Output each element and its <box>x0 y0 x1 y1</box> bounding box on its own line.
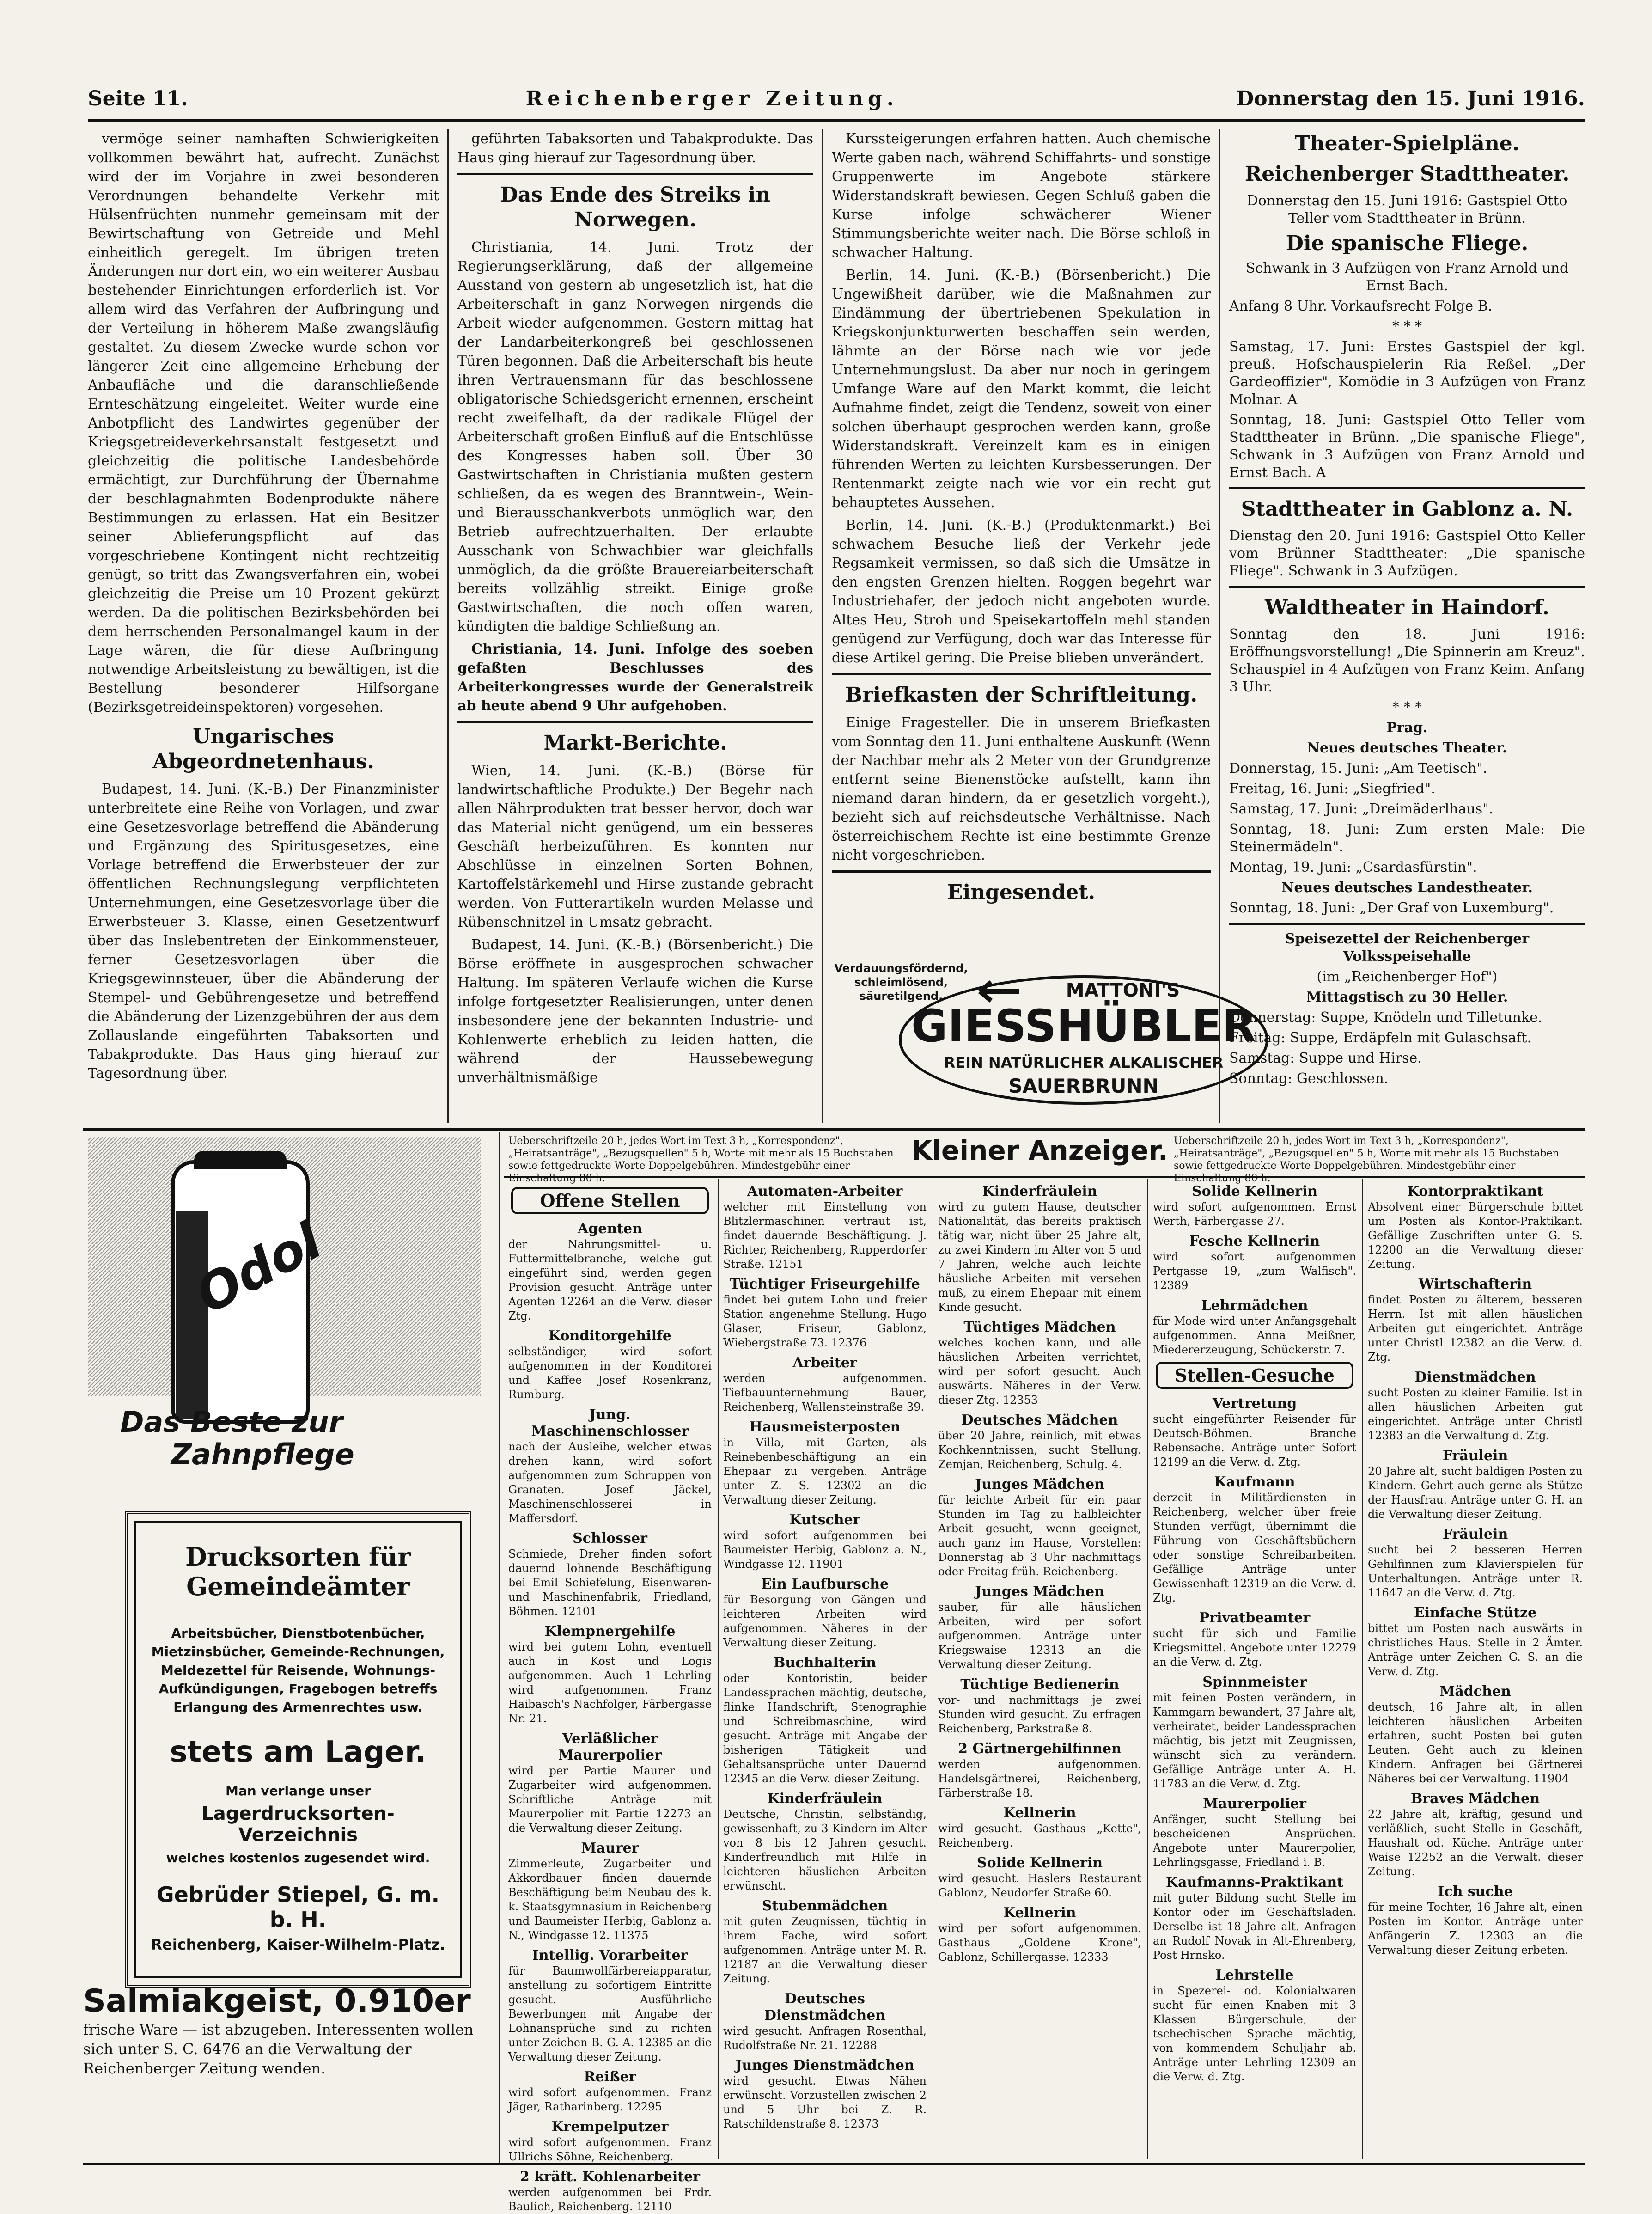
list-item: Klempnergehilfe wird bei gutem Lohn, eventuell auch in Kost und Logis aufgenommen. Auch 1 Lehrling wird aufgenommen. Franz Haibasch's Nachfolger, Färbergasse Nr. 21. <box>508 1623 712 1725</box>
article-paragraph: Christiania, 14. Juni. Infolge des soeben gefaßten Beschlusses des Arbeiterkongresses wurde der Generalstreik ab heute abend 9 Uhr aufgehoben. <box>457 641 813 714</box>
article-paragraph: Christiania, 14. Juni. Trotz der Regierungserklärung, daß der allgemeine Ausstand von gestern ab ungesetzlich ist, hat die Arbeiterschaft in ganz Norwegen nirgends die Arbeit wieder aufgenommen. Gestern mittag hat der Landarbeiterkongreß bei geschlossenen Türen begonnen. Daß die Arbeiterschaft bis heute ihren Vertrauensmann für das beschlossene obligatorische Schiedsgericht ernennen, erscheint recht zweifelhaft, da der radikale Flügel der Arbeiterschaft großen Einfluß auf die Entschlüsse des Kongresses haben soll. Über 30 Gastwirtschaften in Christiania mußten gestern schließen, da es wegen des Branntwein-, Wein- und Bierausschankverbots unmöglich war, den Betrieb aufrechtzuerhalten. Der erlaubte Ausschank von Schwachbier war gleichfalls unmöglich, da die größte Brauereiarbeiterschaft bereits vollzählig streikt. Einige große Gastwirtschaften, die noch offen waren, kündigten die baldige Schließung an. <box>457 239 813 635</box>
newspaper-title: Reichenberger Zeitung. <box>525 86 899 110</box>
theater-line: Anfang 8 Uhr. Vorkaufsrecht Folge B. <box>1229 298 1493 314</box>
list-item: 2 kräft. Kohlenarbeiter werden aufgenommen bei Frdr. Baulich, Reichenberg. 12110 <box>508 2169 712 2213</box>
odol-slogan-1: Das Beste zur <box>120 1405 343 1439</box>
list-item: Wirtschafterin findet Posten zu älterem, besseren Herrn. Ist mit allen häuslichen Arbeiten gut eingerichtet. Anträge unter Christl 12382 an die Verw. d. Ztg. <box>1368 1276 1583 1364</box>
article-heading: Briefkasten der Schriftleitung. <box>845 683 1198 707</box>
list-item: Jung. Maschinenschlosser nach der Ausleihe, welcher etwas drehen kann, wird sofort aufgenommen zum Schruppen von Granaten. Josef Jäckel, Maschinenschlosserei in Maffersdorf. <box>508 1407 712 1525</box>
list-item: Vertretung sucht eingeführter Reisender für Deutsch-Böhmen. Branche Rebensache. Anträge unter Sofort 12199 an die Verw. d. Ztg. <box>1153 1395 1356 1468</box>
column-divider <box>499 1132 500 2163</box>
list-item: Kaufmann derzeit in Militärdiensten in Reichenberg, welcher über freie Stunden verfügt, übernimmt die Führung von Geschäftsbüchern oder sonstige Schreibarbeiten. Gefällige Anträge unter Gewissenhaft 12319 an die Verw. d. Ztg. <box>1153 1474 1356 1604</box>
city-heading: Prag. <box>1386 720 1428 736</box>
section-rule <box>832 673 1211 675</box>
mattoni-slogan: Verdauungsfördernd, schleimlösend, säuretilgend. <box>834 962 968 1003</box>
list-item: Lehrstelle in Spezerei- od. Kolonialwaren sucht für einen Knaben mit 3 Klassen Bürgerschule, der tschechischen Sprache mächtig, von kommendem Schuljahr ab. Anträge unter Lehrling 12309 an die Verw. d. Ztg. <box>1153 1967 1356 2083</box>
list-item: Stubenmädchen mit guten Zeugnissen, tüchtig in ihrem Fache, wird sofort aufgenommen. Anträge unter M. R. 12187 an die Verwaltung dieser Zeitung. <box>723 1898 927 1985</box>
theater-line: Sonntag, 18. Juni: Zum ersten Male: Die Steinermädeln". <box>1229 821 1585 855</box>
bottle-shadow <box>176 1211 208 1419</box>
menu-item: Freitag: Suppe, Erdäpfeln mit Gulaschsaft. <box>1229 1030 1532 1046</box>
section-rule <box>1229 586 1585 588</box>
separator-stars: * * * <box>1392 318 1422 335</box>
column-1 <box>88 129 439 1123</box>
theater-line: Sonntag, 18. Juni: Gastspiel Otto Teller vom Stadttheater in Brünn. „Die spanische Fliege", Schwank in 3 Aufzügen von Franz Arnold und Ernst Bach. A <box>1229 412 1585 481</box>
list-item: Deutsches Mädchen über 20 Jahre, reinlich, mit etwas Kochkenntnissen, sucht Stellung. Zemjan, Reichenberg, Schulg. 4. <box>938 1412 1141 1471</box>
firm-address: Reichenberg, Kaiser-Wilhelm-Platz. <box>151 1936 445 1953</box>
menu-item: Samstag: Suppe und Hirse. <box>1229 1050 1422 1066</box>
list-item: Intellig. Vorarbeiter für Baumwollfärbereiapparatur, anstellung zu sofortigem Eintritte gesucht. Ausführliche Bewerbungen mit Angabe der Lohnansprüche sind zu richten unter Zeichen B. G. A. 12385 an die Verwaltung dieser Zeitung. <box>508 1947 712 2063</box>
theater-heading: Stadttheater in Gablonz a. N. <box>1241 497 1573 521</box>
theater-line: Donnerstag den 15. Juni 1916: Gastspiel Otto Teller vom Stadttheater in Brünn. <box>1247 193 1567 226</box>
column-divider <box>447 129 449 1123</box>
theater-line: Schwank in 3 Aufzügen von Franz Arnold und Ernst Bach. <box>1245 260 1569 294</box>
section-rule <box>1229 923 1585 925</box>
bottle-neck <box>194 1151 287 1169</box>
drucksorten-stock: stets am Lager. <box>170 1735 427 1769</box>
column-divider <box>1362 1179 1363 2159</box>
article-paragraph: Budapest, 14. Juni. (K.-B.) Der Finanzminister unterbreitete eine Reihe von Vorlagen, und zwar eine Gesetzesvorlage betreffend die Abänderung und Ergänzung des Spiritusgesetzes, eine Vorlage betreffend die Erwerbsteuer der zur öffentlichen Rechnungslegung verpflichteten Unternehmungen, eine Gesetzesvorlage über die Erwerbsteuer 3. Klasse, einen Gesetzentwurf über das Inslebentreten der Einkommensteuer, ferner Gesetzesvorlagen über die Kriegsgewinnsteuer, über die Abänderung der Stempel- und Gebührengesetze und betreffend die Abänderung der Lizenzgebühren der aus dem Zollauslande eingeführten Tabaksorten und Tabakprodukte. Das Haus ging hierauf zur Tagesordnung über. <box>88 781 439 1082</box>
list-item: Automaten-Arbeiter welcher mit Einstellung von Blitzlermaschinen vertraut ist, findet dauernde Beschäftigung. J. Richter, Reichenberg, Rupperdorfer Straße. 12151 <box>723 1183 927 1271</box>
menu-heading: Speisezettel der Reichenberger Volksspeisehalle <box>1285 931 1530 965</box>
section-rule <box>832 870 1211 873</box>
rates-note-right: Ueberschriftzeile 20 h, jedes Wort im Text 3 h, „Korrespondenz", „Heiratsanträge", „Bezugsquellen" 5 h, Worte mit mehr als 15 Buchstaben sowie fettgedruckte Worte Doppelgebühren. Mindestgebühr einer Einschaltung 80 h. <box>1174 1135 1559 1184</box>
theater-heading: Theater-Spielpläne. <box>1294 132 1520 155</box>
article-heading: Ungarisches Abgeordnetenhaus. <box>152 725 374 773</box>
offene-stellen-box: Offene Stellen <box>511 1187 709 1214</box>
theater-subheading: Reichenberger Stadttheater. <box>1244 162 1570 186</box>
article-paragraph: Berlin, 14. Juni. (K.-B.) (Produktenmarkt.) Bei schwachem Besuche ließ der Verkehr jede Regsamkeit vermissen, so daß sich die Umsätze in den engsten Grenzen hielten. Roggen begehrt war Industriehafer, der jedoch nicht angeboten wurde. Altes Heu, Stroh und Speisekartoffeln mehl standen genügend zur Verfügung, doch war das Interesse für diese Artikel gering. Die Preise blieben unverändert. <box>832 517 1211 666</box>
list-item: Deutsches Dienstmädchen wird gesucht. Anfragen Rosenthal, Rudolfstraße Nr. 21. 12288 <box>723 1991 927 2052</box>
odol-slogan-2: Zahnpflege <box>171 1437 354 1471</box>
ads-column-3 <box>938 1183 1141 2159</box>
list-item: Kutscher wird sofort aufgenommen bei Baumeister Herbig, Gablonz a. N., Windgasse 12. 11901 <box>723 1512 927 1571</box>
column-2 <box>457 129 813 1123</box>
article-paragraph: geführten Tabaksorten und Tabakprodukte. Das Haus ging hierauf zur Tagesordnung über. <box>457 131 813 166</box>
list-item: Buchhalterin oder Kontoristin, beider Landessprachen mächtig, deutsche, flinke Handschrift, Stenographie und Schreibmaschine, wird gesucht. Anträge mit Angabe der bisherigen Tätigkeit und Gehaltsansprüche unter Dauernd 12345 an die Verw. dieser Zeitung. <box>723 1655 927 1785</box>
list-item: Maurerpolier Anfänger, sucht Stellung bei bescheidenen Ansprüchen. Angebote unter Maurerpolier, Lehrlingsgasse, Friedland i. B. <box>1153 1796 1356 1869</box>
theater-line: Sonntag den 18. Juni 1916: Eröffnungsvorstellung! „Die Spinnerin am Kreuz". Schauspiel in 4 Aufzügen von Franz Keim. Anfang 3 Uhr. <box>1229 626 1585 695</box>
list-item: Solide Kellnerin wird gesucht. Haslers Restaurant Gablonz, Neudorfer Straße 60. <box>938 1855 1141 1899</box>
list-item: Agenten der Nahrungsmittel- u. Futtermittelbranche, welche gut eingeführt sind, werden gegen Provision gesucht. Anträge unter Agenten 12264 an die Verw. dieser Ztg. <box>508 1221 712 1322</box>
menu-item: Donnerstag: Suppe, Knödeln und Tilletunke. <box>1229 1009 1542 1026</box>
list-item: Tüchtige Bedienerin vor- und nachmittags je zwei Stunden wird gesucht. Zu erfragen Reichenberg, Parkstraße 8. <box>938 1676 1141 1735</box>
article-paragraph: Einige Fragesteller. Die in unserem Briefkasten vom Sonntag den 11. Juni enthaltene Auskunft (Wenn der Nachbar mehr als 2 Meter von der Grundgrenze entfernt seine Bienenstöcke aufstellt, kann ihn niemand daran hindern, da er gesetzlich vorgeht.), bezieht sich auf reichsdeutsche Verhältnisse. Nach österreichischem Rechte ist eine bestimmte Grenze nicht vorgeschrieben. <box>832 715 1211 863</box>
drucksorten-verlange: Man verlange unser <box>225 1783 371 1798</box>
list-item: Schlosser Schmiede, Dreher finden sofort dauernd lohnende Beschäftigung bei Emil Schiefelung, Eisenwaren- und Maschinenfabrik, Friedland, Böhmen. 12101 <box>508 1530 712 1618</box>
list-item: Tüchtiges Mädchen welches kochen kann, und alle häuslichen Arbeiten verrichtet, wird per sofort gesucht. Auch auswärts. Näheres in der Verw. dieser Ztg. 12353 <box>938 1319 1141 1407</box>
menu-price: Mittagstisch zu 30 Heller. <box>1306 989 1508 1005</box>
list-item: Fräulein 20 Jahre alt, sucht baldigen Posten zu Kindern. Gehrt auch gerne als Stütze der Hausfrau. Anträge unter G. H. an die Verwaltung dieser Zeitung. <box>1368 1448 1583 1521</box>
list-item: Junges Mädchen sauber, für alle häuslichen Arbeiten, wird per sofort aufgenommen. Anträge unter Kriegswaise 12313 an die Verwaltung dieser Zeitung. <box>938 1584 1141 1671</box>
list-item: Solide Kellnerin wird sofort aufgenommen. Ernst Werth, Färbergasse 27. <box>1153 1183 1356 1228</box>
article-paragraph: Budapest, 14. Juni. (K.-B.) (Börsenbericht.) Die Börse eröffnete in ausgesprochen schwacher Haltung. Im späteren Verlaufe wichen die Kurse infolge fortgesetzter Realisierungen, unter denen insbesondere jene der bekannten Industrie- und Kohlenwerte erheblich zu leiden hatten, die während der Haussebewegung unverhältnismäßige <box>457 937 813 1086</box>
drucksorten-verzeichnis: Lagerdrucksorten-Verzeichnis <box>201 1803 395 1846</box>
list-item: Kellnerin wird per sofort aufgenommen. Gasthaus „Goldene Krone", Gablonz, Schillergasse. 12333 <box>938 1905 1141 1963</box>
stellen-gesuche-box: Stellen-Gesuche <box>1156 1362 1353 1389</box>
page-number: Seite 11. <box>88 86 188 110</box>
list-item: Mädchen deutsch, 16 Jahre alt, in allen leichteren häuslichen Arbeiten erfahren, sucht Posten bei guten Leuten. Geht auch zu kleinen Kindern. Anfragen bei Gärtnerei Näheres bei der Verwaltung. 11904 <box>1368 1683 1583 1785</box>
list-item: Kinderfräulein wird zu gutem Hause, deutscher Nationalität, das bereits praktisch tätig war, nicht über 25 Jahre alt, zu zwei Kindern im Alter von 5 und 7 Jahren, welche auch leichte häusliche Arbeiten mit versehen muß, zu einem Ehepaar mit einem Kinde gesucht. <box>938 1183 1141 1314</box>
list-item: Fesche Kellnerin wird sofort aufgenommen Pertgasse 19, „zum Walfisch". 12389 <box>1153 1233 1356 1292</box>
theater-line: Dienstag den 20. Juni 1916: Gastspiel Otto Keller vom Brünner Stadttheater: „Die spanische Fliege". Schwank in 3 Aufzügen. <box>1229 528 1585 579</box>
theater-line: Montag, 19. Juni: „Csardasfürstin". <box>1229 859 1477 875</box>
firm-name: Gebrüder Stiepel, G. m. b. H. <box>156 1882 440 1932</box>
theater-line: Samstag, 17. Juni: Erstes Gastspiel der kgl. preuß. Hofschauspielerin Ria Reßel. „Der Gardeoffizier", Komödie in 3 Aufzügen von Franz Molnar. A <box>1229 339 1585 408</box>
issue-date: Donnerstag den 15. Juni 1916. <box>1236 86 1585 110</box>
masthead <box>88 82 1585 115</box>
rates-note-left: Ueberschriftzeile 20 h, jedes Wort im Text 3 h, „Korrespondenz", „Heiratsanträge", „Bezugsquellen" 5 h, Worte mit mehr als 15 Buchstaben sowie fettgedruckte Worte Doppelgebühren. Mindestgebühr einer Einschaltung 80 h. <box>508 1135 894 1184</box>
list-item: Konditorgehilfe selbständiger, wird sofort aufgenommen in der Konditorei und Kaffee Josef Rosenkranz, Rumburg. <box>508 1328 712 1401</box>
article-paragraph: vermöge seiner namhaften Schwierigkeiten vollkommen bewährt hat, aufrecht. Zunächst wird der im Vorjahre in zwei besonderen Verordnungen behandelte Verkehr mit Hülsenfrüchten nunmehr gemeinsam mit der Bewirtschaftung von Getreide und Mehl einheitlich geregelt. Im übrigen treten Änderungen nur dort ein, wo ein weiterer Ausbau bestehender Einrichtungen erforderlich ist. Vor allem wird das Verfahren der Aufbringung und der Verteilung in höherem Maße zwangsläufig gestaltet. Zu diesem Zwecke wurde schon vor längerer Zeit eine allgemeine Erhebung der Anbaufläche und die daranschließende Ernteschätzung eingeleitet. Weiter wurde eine Anbotpflicht des Landwirtes gegenüber der Kriegsgetreideverkehrsanstalt festgesetzt und gleichzeitig die politische Landesbehörde ermächtigt, zur Durchführung der Übernahme der beschlagnahmten Bodenprodukte nähere Bestimmungen zu erlassen. Hat ein Besitzer seiner Ablieferungspflicht auf das vorgeschriebene Kontingent nicht rechtzeitig genügt, so tritt das Zwangsverfahren ein, wobei gleichzeitig die Preise um 10 Prozent gekürzt werden. Da die politischen Bezirksbehörden bei dem herrschenden Personalmangel kaum in der Lage wären, die für diese Aufbringung notwendige Arbeitsleistung zu bewältigen, ist die Bestellung besonderer Hilfsorgane (Bezirksgetreideinspektoren) vorgesehen. <box>88 131 439 716</box>
list-item: Maurer Zimmerleute, Zugarbeiter und Akkordbauer finden dauernde Beschäftigung beim Neubau des k. k. Staatsgymnasium in Reichenberg und Baumeister Herbig, Gablonz a. N., Windgasse 12. 11375 <box>508 1840 712 1942</box>
section-rule <box>457 173 813 175</box>
drucksorten-title: Drucksorten für Gemeindeämter <box>185 1542 411 1601</box>
separator-stars: * * * <box>1392 699 1422 716</box>
ads-column-4 <box>1153 1183 1356 2159</box>
giesshuebler-title: GIESSHÜBLER <box>911 1000 1256 1052</box>
article-paragraph: Kurssteigerungen erfahren hatten. Auch chemische Werte gaben nach, während Schiffahrts- und sonstige Gruppenwerte im Angebote stärkere Widerstandskraft bewiesen. Gegen Schluß gaben die Kurse infolge schwächerer Wiener Stimmungsberichte weiter nach. Die Börse schloß in schwacher Haltung. <box>832 131 1211 261</box>
list-item: Kellnerin wird gesucht. Gasthaus „Kette", Reichenberg. <box>938 1805 1141 1849</box>
section-divider <box>83 1128 1585 1131</box>
article-heading: Markt-Berichte. <box>543 731 727 755</box>
ads-column-2 <box>723 1183 927 2159</box>
mattoni-brand: MATTONI'S <box>1066 980 1180 1001</box>
theater-heading: Waldtheater in Haindorf. <box>1265 596 1549 619</box>
odol-logo: Odol <box>187 1211 331 1325</box>
list-item: Hausmeisterposten in Villa, mit Garten, als Reinebenbeschäftigung an ein Ehepaar zu vergeben. Anträge unter Z. S. 12302 an die Verwaltung dieser Zeitung. <box>723 1419 927 1506</box>
list-item: Braves Mädchen 22 Jahre alt, kräftig, gesund und verläßlich, sucht Stelle in Geschäft, Haushalt od. Küche. Anträge unter Waise 12252 an die Verwalt. dieser Zeitung. <box>1368 1791 1583 1878</box>
column-divider <box>822 129 823 1123</box>
drucksorten-welches: welches kostenlos zugesendet wird. <box>166 1850 430 1865</box>
list-item: Tüchtiger Friseurgehilfe findet bei gutem Lohn und freier Station angenehme Stellung. Hugo Glaser, Friseur, Gablonz, Wiebergstraße 73. 12376 <box>723 1276 927 1349</box>
column-divider <box>718 1179 719 2159</box>
drucksorten-ad <box>125 1511 471 1988</box>
ads-rule <box>504 1176 1585 1178</box>
drucksorten-list: Arbeitsbücher, Dienstbotenbücher, Mietzinsbücher, Gemeinde-Rechnungen, Meldezettel für Reisende, Wohnungs-Aufkündigungen, Fragebogen betreffs Erlangung des Armenrechtes usw. <box>151 1626 445 1715</box>
list-item: Einfache Stütze bittet um Posten nach auswärts in christliches Haus. Stelle in 2 Ämter. Anträge unter Zeichen G. S. an die Verw. d. Ztg. <box>1368 1605 1583 1678</box>
salmiak-ad <box>83 1983 499 2078</box>
list-item: Junges Mädchen für leichte Arbeit für ein paar Stunden im Tag zu halbleichter Arbeit gesucht, wenn geeignet, auch ganz im Hause, Vorstellen: Donnerstag ab 3 Uhr nachmittags oder Freitag früh. Reichenberg. <box>938 1476 1141 1578</box>
kleiner-anzeiger-title: Kleiner Anzeiger. <box>911 1135 1168 1166</box>
salmiak-heading: Salmiakgeist, 0.910er <box>83 1983 471 2019</box>
article-paragraph: Wien, 14. Juni. (K.-B.) (Börse für landwirtschaftliche Produkte.) Der Begehr nach allen Nährprodukten trat besser hervor, doch war das Material nicht genügend, um ein besseres Geschäft herbeizuführen. Es konnten nur Abschlüsse in einzelnen Sorten Bohnen, Kartoffelstärkemehl und Hirse zustande gebracht werden. Von Futterartikeln wurden Melasse und Rübenschnitzel in Umsatz gebracht. <box>457 763 813 930</box>
list-item: Arbeiter werden aufgenommen. Tiefbauunternehmung Bauer, Reichenberg, Wallensteinstraße 39. <box>723 1355 927 1413</box>
list-item: Ich suche für meine Tochter, 16 Jahre alt, einen Posten im Kontor. Anträge unter Anfängerin Z. 12303 an die Verwaltung dieser Zeitung erbeten. <box>1368 1884 1583 1957</box>
venue-heading: Neues deutsches Theater. <box>1307 740 1507 756</box>
column-divider <box>1147 1179 1148 2159</box>
giesshuebler-bottom: SAUERBRUNN <box>1008 1075 1159 1097</box>
theater-line: Sonntag, 18. Juni: „Der Graf von Luxemburg". <box>1229 900 1554 916</box>
menu-item: Sonntag: Geschlossen. <box>1229 1070 1389 1087</box>
ads-column-1 <box>508 1183 712 2213</box>
theater-column <box>1229 129 1585 1123</box>
list-item: Kinderfräulein Deutsche, Christin, selbständig, gewissenhaft, zu 3 Kindern im Alter von 8 bis 12 Jahren gesucht. Kinderfreundlich mit Hilfe in leichteren häuslichen Arbeiten erwünscht. <box>723 1791 927 1892</box>
ad-list <box>508 1221 712 2214</box>
salmiak-text: frische Ware — ist abzugeben. Interessenten wollen sich unter S. C. 6476 an die Verwaltung der Reichenberger Zeitung wenden. <box>83 2021 474 2077</box>
list-item: Fräulein sucht bei 2 besseren Herren Gehilfinnen zum Klavierspielen für Unterhaltungen. Anträge unter R. 11647 an die Verw. d. Ztg. <box>1368 1526 1583 1599</box>
list-item: Dienstmädchen sucht Posten zu kleiner Familie. Ist in allen häuslichen Arbeiten gut eingerichtet. Anträge unter Christl 12383 an die Verwaltung d. Ztg. <box>1368 1369 1583 1442</box>
page-bottom-rule <box>83 2163 1585 2165</box>
list-item: Junges Dienstmädchen wird gesucht. Etwas Nähen erwünscht. Vorzustellen zwischen 2 und 5 Uhr bei Z. R. Ratschildenstraße 8. 12373 <box>723 2057 927 2130</box>
list-item: Spinnmeister mit feinen Posten verändern, in Kammgarn bewandert, 37 Jahre alt, verheiratet, beider Landessprachen mächtig, bis jetzt mit Zeugnissen, wünscht sich zu verändern. Gefällige Anträge unter A. H. 11783 an die Verw. d. Ztg. <box>1153 1674 1356 1790</box>
play-title: Die spanische Fliege. <box>1286 232 1529 255</box>
list-item: Reißer wird sofort aufgenommen. Franz Jäger, Ratharinberg. 12295 <box>508 2069 712 2113</box>
theater-line: Samstag, 17. Juni: „Dreimäderlhaus". <box>1229 801 1494 817</box>
list-item: Privatbeamter sucht für sich und Familie Kriegsmittel. Angebote unter 12279 an die Verw. d. Ztg. <box>1153 1610 1356 1669</box>
section-rule <box>1229 487 1585 489</box>
list-item: Kaufmanns-Praktikant mit guter Bildung sucht Stelle im Kontor oder im Geschäftsladen. Derselbe ist 18 Jahre alt. Anfragen an Rudolf Novak in Alt-Ehrenberg, Post Hrnsko. <box>1153 1874 1356 1962</box>
eingesendet-heading: Eingesendet. <box>947 881 1096 904</box>
menu-subheading: (im „Reichenberger Hof") <box>1317 969 1498 985</box>
list-item: 2 Gärtnergehilfinnen werden aufgenommen. Handelsgärtnerei, Reichenberg, Färberstraße 18. <box>938 1741 1141 1799</box>
list-item: Lehrmädchen für Mode wird unter Anfangsgehalt aufgenommen. Anna Meißner, Miedererzeugung, Schückerstr. 7. <box>1153 1297 1356 1356</box>
ads-column-5 <box>1368 1183 1583 2159</box>
article-paragraph: Berlin, 14. Juni. (K.-B.) (Börsenbericht.) Die Ungewißheit darüber, wie die Maßnahmen zur Eindämmung der übertriebenen Spekulation in Kriegskonjunkturwerten beschaffen sein werden, lähmte an der Börse nach wie vor jede Unternehmungslust. Da aber nur noch in geringem Umfange Ware auf den Markt kommt, die leicht Aufnahme findet, zeigt die Tendenz, soweit von einer solchen überhaupt gesprochen werden kann, große Widerstandskraft. Vereinzelt kam es in einigen führenden Werten zu leichten Kursbesserungen. Der Rentenmarkt zeigte nach wie vor ein recht gut behauptetes Aussehen. <box>832 267 1211 511</box>
list-item: Kontorpraktikant Absolvent einer Bürgerschule bittet um Posten als Kontor-Praktikant. Gefällige Zuschriften unter G. S. 12200 an die Verwaltung dieser Zeitung. <box>1368 1183 1583 1271</box>
theater-line: Freitag, 16. Juni: „Siegfried". <box>1229 781 1435 797</box>
column-divider <box>1219 129 1220 1123</box>
article-heading: Das Ende des Streiks in Norwegen. <box>500 183 771 232</box>
column-3 <box>832 129 1211 943</box>
venue-heading: Neues deutsches Landestheater. <box>1281 880 1533 896</box>
list-item: Verläßlicher Maurerpolier wird per Partie Maurer und Zugarbeiter wird aufgenommen. Schriftliche Anträge mit Maurerpolier mit Partie 12273 an die Verwaltung dieser Zeitung. <box>508 1731 712 1835</box>
list-item: Krempelputzer wird sofort aufgenommen. Franz Ullrichs Söhne, Reichenberg. <box>508 2119 712 2163</box>
list-item: Ein Laufbursche für Besorgung von Gängen und leichteren Arbeiten wird aufgenommen. Näheres in der Verwaltung dieser Zeitung. <box>723 1576 927 1649</box>
giesshuebler-subtitle: REIN NATÜRLICHER ALKALISCHER <box>944 1054 1224 1071</box>
masthead-rule <box>88 119 1585 122</box>
section-rule <box>457 721 813 723</box>
theater-line: Donnerstag, 15. Juni: „Am Teetisch". <box>1229 760 1487 777</box>
